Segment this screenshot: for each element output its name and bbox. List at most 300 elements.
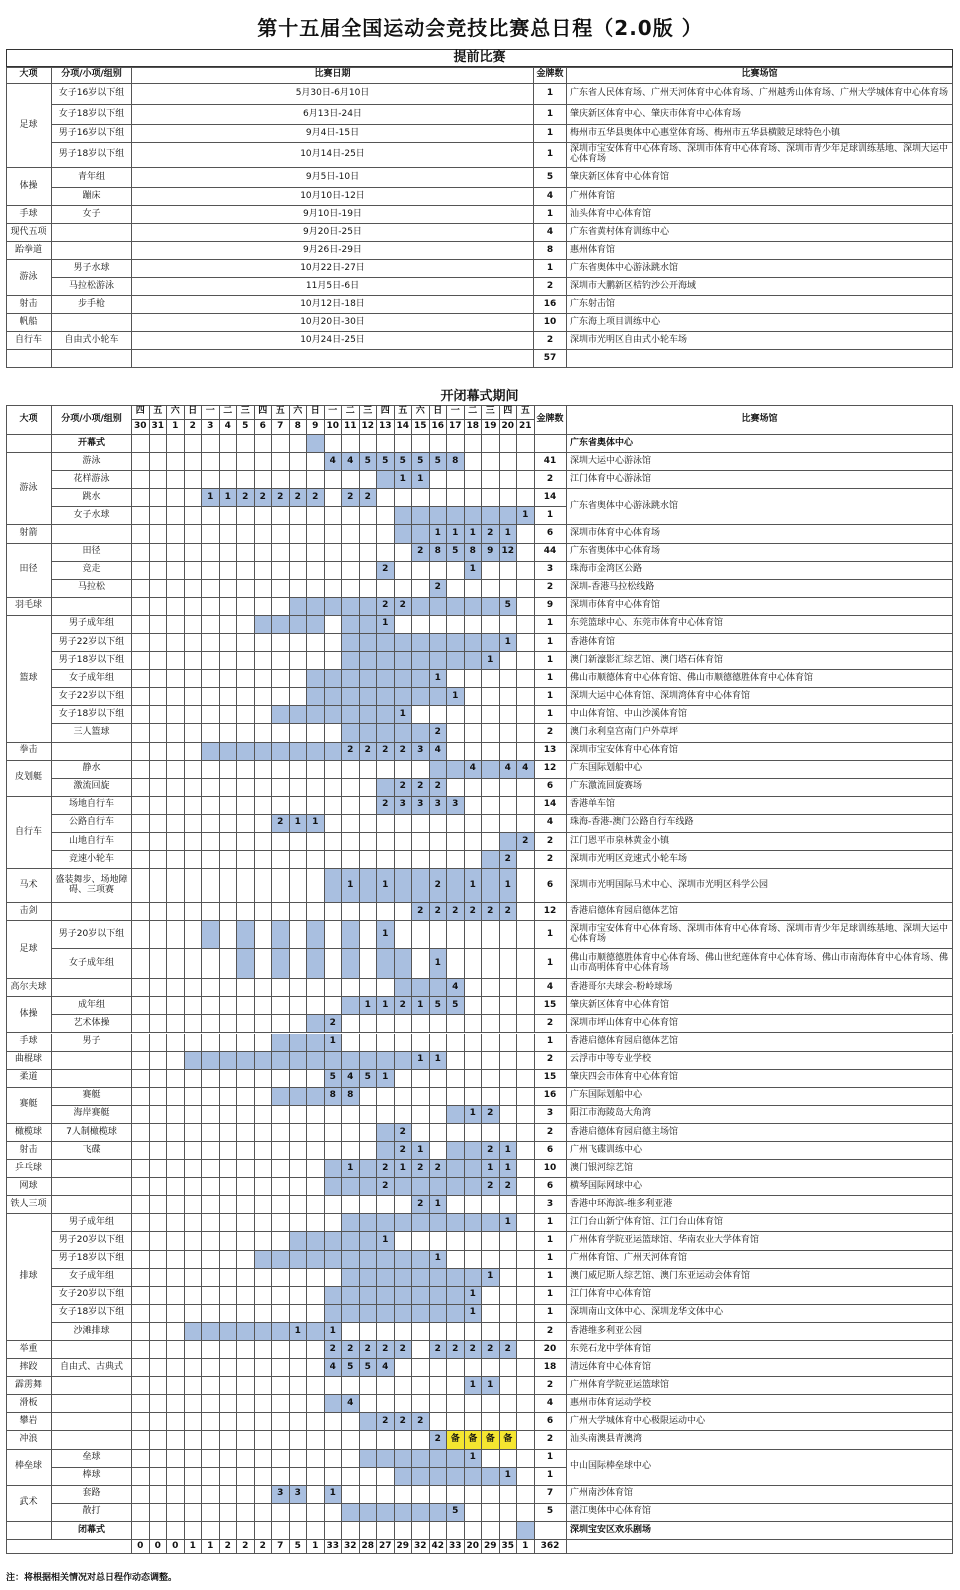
table2-venue-cell: 江门体育中心游泳馆 (567, 471, 953, 489)
schedule-cell (395, 1486, 413, 1504)
schedule-cell (517, 598, 535, 616)
table2-event-cell: 竞走 (52, 562, 132, 580)
schedule-cell (517, 979, 535, 997)
competition-day-cell (395, 1504, 413, 1522)
competition-day-cell (360, 652, 378, 670)
schedule-cell (465, 949, 483, 979)
schedule-cell (395, 1359, 413, 1377)
schedule-cell (482, 1070, 500, 1088)
schedule-cell (325, 903, 343, 921)
medal-day-cell: 5 (325, 1070, 343, 1088)
table2-sport-cell: 田径 (6, 544, 52, 598)
table2-venue-cell: 肇庆新区体育中心体育馆 (567, 997, 953, 1015)
medal-day-cell: 2 (377, 1160, 395, 1178)
schedule-cell (342, 580, 360, 598)
schedule-cell (325, 489, 343, 507)
schedule-cell (185, 1305, 203, 1323)
schedule-cell (360, 1377, 378, 1395)
competition-day-cell (360, 1269, 378, 1287)
medal-day-cell: 4 (325, 1359, 343, 1377)
table1-title: 提前比赛 (6, 49, 953, 67)
schedule-cell (307, 997, 325, 1015)
medal-day-cell: 2 (377, 1341, 395, 1359)
schedule-cell (237, 1034, 255, 1052)
schedule-cell (430, 1359, 448, 1377)
table2-venue-cell: 深圳-香港马拉松线路 (567, 580, 953, 598)
totals-label-cell (6, 1540, 132, 1554)
schedule-cell (150, 562, 168, 580)
schedule-cell (307, 1269, 325, 1287)
schedule-cell (412, 1015, 430, 1033)
schedule-cell (360, 471, 378, 489)
schedule-cell (255, 1341, 273, 1359)
schedule-cell (447, 1359, 465, 1377)
schedule-cell (307, 1287, 325, 1305)
competition-day-cell (412, 652, 430, 670)
schedule-cell (500, 1450, 518, 1468)
medal-day-cell: 1 (377, 1232, 395, 1250)
schedule-cell (290, 761, 308, 779)
table2-event-cell (52, 525, 132, 543)
schedule-cell (185, 761, 203, 779)
schedule-cell (517, 1251, 535, 1269)
schedule-cell (150, 670, 168, 688)
schedule-cell (220, 1377, 238, 1395)
table2-sport-cell: 马术 (6, 869, 52, 903)
competition-day-cell (395, 869, 413, 903)
schedule-cell (517, 1178, 535, 1196)
schedule-cell (185, 921, 203, 949)
schedule-cell (360, 1395, 378, 1413)
table1-event-cell: 女子16岁以下组 (52, 84, 132, 105)
schedule-cell (377, 1034, 395, 1052)
table2-event-cell (52, 1377, 132, 1395)
table2-venue-cell: 香港体育馆 (567, 634, 953, 652)
schedule-cell (202, 903, 220, 921)
schedule-cell (307, 1178, 325, 1196)
medal-day-cell: 3 (412, 797, 430, 815)
schedule-cell (290, 724, 308, 742)
schedule-cell (307, 1395, 325, 1413)
table2-sport-cell: 曲棍球 (6, 1052, 52, 1070)
competition-day-cell (272, 1034, 290, 1052)
medal-day-cell: 1 (465, 562, 483, 580)
schedule-cell (255, 1305, 273, 1323)
table2-medals-cell: 1 (534, 921, 567, 949)
schedule-cell (272, 1178, 290, 1196)
date-header: 20 (500, 420, 518, 435)
table1-event-cell: 男子18岁以下组 (52, 143, 132, 168)
schedule-cell (377, 1196, 395, 1214)
table2-event-cell: 公路自行车 (52, 815, 132, 833)
schedule-cell (237, 761, 255, 779)
schedule-cell (167, 1413, 185, 1431)
schedule-cell (482, 833, 500, 851)
schedule-cell (272, 670, 290, 688)
competition-day-cell (325, 1178, 343, 1196)
date-header: 10 (325, 420, 343, 435)
table1-medals-cell: 1 (534, 260, 567, 278)
schedule-cell (360, 1522, 378, 1540)
schedule-cell (482, 779, 500, 797)
competition-day-cell (202, 1052, 220, 1070)
medal-day-cell: 8 (465, 544, 483, 562)
schedule-cell (220, 779, 238, 797)
schedule-cell (517, 724, 535, 742)
schedule-cell (167, 1106, 185, 1124)
schedule-cell (517, 921, 535, 949)
medal-day-cell: 2 (360, 489, 378, 507)
competition-day-cell (342, 688, 360, 706)
date-header: 8 (290, 420, 308, 435)
table2-event-cell: 女子水球 (52, 507, 132, 525)
schedule-cell (500, 1251, 518, 1269)
competition-day-cell (412, 869, 430, 903)
schedule-cell (482, 670, 500, 688)
schedule-cell (150, 1504, 168, 1522)
medal-day-cell: 1 (377, 997, 395, 1015)
competition-day-cell (360, 724, 378, 742)
schedule-cell (150, 489, 168, 507)
schedule-cell (447, 489, 465, 507)
table2-venue-cell: 深圳市光明国际马术中心、深圳市光明区科学公园 (567, 869, 953, 903)
schedule-cell (290, 1431, 308, 1449)
competition-day-cell (307, 921, 325, 949)
schedule-cell (500, 670, 518, 688)
table2-event-cell: 田径 (52, 544, 132, 562)
schedule-cell (412, 1431, 430, 1449)
schedule-cell (220, 453, 238, 471)
schedule-cell (517, 652, 535, 670)
table2-sport-cell: 羽毛球 (6, 598, 52, 616)
medal-day-cell: 1 (360, 997, 378, 1015)
competition-day-cell (307, 1088, 325, 1106)
schedule-cell (465, 471, 483, 489)
medal-day-cell: 1 (482, 1160, 500, 1178)
schedule-cell (202, 1160, 220, 1178)
medal-day-cell: 2 (395, 598, 413, 616)
date-header: 16 (430, 420, 448, 435)
schedule-cell (150, 761, 168, 779)
schedule-cell (237, 1269, 255, 1287)
schedule-cell (220, 1413, 238, 1431)
weekday-header: 六 (167, 405, 185, 420)
schedule-cell (132, 979, 150, 997)
schedule-cell (237, 1124, 255, 1142)
medal-day-cell: 2 (412, 1160, 430, 1178)
schedule-cell (272, 1522, 290, 1540)
schedule-cell (167, 1178, 185, 1196)
schedule-cell (342, 779, 360, 797)
daily-total-cell: 29 (482, 1540, 500, 1554)
schedule-cell (237, 1504, 255, 1522)
table2-medals-cell: 1 (534, 1450, 567, 1468)
daily-total-cell: 27 (377, 1540, 395, 1554)
table2-event-cell: 女子18岁以下组 (52, 1305, 132, 1323)
competition-day-cell (482, 634, 500, 652)
schedule-cell (202, 1070, 220, 1088)
competition-day-cell (185, 1052, 203, 1070)
schedule-cell (255, 706, 273, 724)
schedule-cell (517, 1504, 535, 1522)
schedule-cell (307, 580, 325, 598)
table2-venue-cell: 江门体育中心体育馆 (567, 1287, 953, 1305)
schedule-cell (150, 1468, 168, 1486)
schedule-cell (202, 1413, 220, 1431)
schedule-cell (482, 949, 500, 979)
schedule-cell (185, 779, 203, 797)
table2-venue-cell: 中山体育馆、中山沙溪体育馆 (567, 706, 953, 724)
schedule-cell (185, 1359, 203, 1377)
schedule-cell (325, 797, 343, 815)
weekday-header: 一 (202, 405, 220, 420)
schedule-cell (220, 1504, 238, 1522)
competition-day-cell (325, 706, 343, 724)
schedule-cell (185, 652, 203, 670)
table1-date-cell: 6月13日-24日 (132, 105, 534, 125)
competition-day-cell (325, 1052, 343, 1070)
schedule-cell (517, 949, 535, 979)
table2-venue-cell: 横琴国际网球中心 (567, 1178, 953, 1196)
schedule-cell (412, 1522, 430, 1540)
schedule-cell (430, 471, 448, 489)
table2-header-medals: 金牌数 (534, 405, 567, 435)
schedule-cell (255, 1395, 273, 1413)
schedule-cell (290, 435, 308, 453)
table2-venue-cell: 香港单车馆 (567, 797, 953, 815)
table1-header-date: 比赛日期 (132, 67, 534, 84)
table2-sport-cell (6, 1522, 52, 1540)
schedule-cell (150, 1341, 168, 1359)
schedule-cell (220, 1468, 238, 1486)
schedule-cell (220, 435, 238, 453)
competition-day-cell (447, 1287, 465, 1305)
schedule-cell (255, 833, 273, 851)
schedule-cell (132, 580, 150, 598)
schedule-cell (272, 797, 290, 815)
schedule-cell (150, 1450, 168, 1468)
competition-day-cell (307, 706, 325, 724)
table2-medals-cell: 2 (534, 1323, 567, 1341)
competition-day-cell (360, 634, 378, 652)
table2-medals-cell: 1 (534, 507, 567, 525)
schedule-cell (500, 1323, 518, 1341)
schedule-cell (342, 1015, 360, 1033)
schedule-cell (167, 833, 185, 851)
schedule-cell (255, 1178, 273, 1196)
competition-day-cell (290, 1251, 308, 1269)
schedule-cell (255, 903, 273, 921)
schedule-cell (465, 1232, 483, 1250)
weekday-header: 五 (395, 405, 413, 420)
schedule-cell (255, 1377, 273, 1395)
table2-header-event: 分项/小项/组别 (52, 405, 132, 435)
competition-day-cell (465, 1468, 483, 1486)
medal-day-cell: 2 (342, 489, 360, 507)
schedule-cell (220, 1359, 238, 1377)
competition-day-cell (377, 1052, 395, 1070)
table2-event-cell: 男子成年组 (52, 1214, 132, 1232)
table1-venue-cell (567, 350, 953, 368)
competition-day-cell (272, 1251, 290, 1269)
daily-total-cell: 32 (342, 1540, 360, 1554)
schedule-cell (167, 1251, 185, 1269)
schedule-cell (290, 1522, 308, 1540)
table2-event-cell: 棒球 (52, 1468, 132, 1486)
schedule-cell (325, 525, 343, 543)
schedule-cell (465, 851, 483, 869)
schedule-cell (237, 1377, 255, 1395)
table1-sport-cell: 自行车 (6, 332, 52, 350)
competition-day-cell (342, 670, 360, 688)
schedule-cell (255, 1196, 273, 1214)
schedule-cell (307, 851, 325, 869)
schedule-cell (255, 507, 273, 525)
schedule-cell (307, 1431, 325, 1449)
table2-venue-cell: 广东激流回旋赛场 (567, 779, 953, 797)
competition-day-cell (447, 1160, 465, 1178)
schedule-cell (272, 761, 290, 779)
competition-day-cell (412, 1450, 430, 1468)
schedule-cell (430, 1124, 448, 1142)
table2-sport-cell: 网球 (6, 1178, 52, 1196)
schedule-cell (150, 507, 168, 525)
schedule-cell (220, 979, 238, 997)
medal-day-cell: 2 (500, 1341, 518, 1359)
schedule-cell (202, 979, 220, 997)
competition-day-cell (465, 1178, 483, 1196)
schedule-cell (202, 1015, 220, 1033)
schedule-cell (307, 1160, 325, 1178)
competition-day-cell (360, 1214, 378, 1232)
table2-venue-cell: 中山国际棒垒球中心 (567, 1450, 953, 1486)
schedule-cell (167, 1142, 185, 1160)
schedule-cell (290, 1178, 308, 1196)
schedule-cell (430, 1323, 448, 1341)
schedule-cell (465, 1486, 483, 1504)
medal-day-cell: 9 (482, 544, 500, 562)
competition-day-cell (272, 743, 290, 761)
table2-venue-cell: 香港启德体育园启德体艺馆 (567, 1034, 953, 1052)
schedule-cell (482, 580, 500, 598)
table2-event-cell: 散打 (52, 1504, 132, 1522)
schedule-cell (412, 706, 430, 724)
schedule-cell (150, 1015, 168, 1033)
table1-medals-cell: 57 (534, 350, 567, 368)
schedule-cell (482, 1395, 500, 1413)
schedule-cell (202, 1142, 220, 1160)
schedule-cell (517, 1088, 535, 1106)
schedule-cell (167, 562, 185, 580)
table2-medals-cell: 2 (534, 1124, 567, 1142)
competition-day-cell (447, 1450, 465, 1468)
table2-medals-cell: 2 (534, 1015, 567, 1033)
table1-event-cell: 青年组 (52, 168, 132, 188)
schedule-cell (202, 761, 220, 779)
table2-medals-cell: 1 (534, 1468, 567, 1486)
table1-date-cell: 5月30日-6月10日 (132, 84, 534, 105)
schedule-cell (255, 1160, 273, 1178)
competition-day-cell (360, 869, 378, 903)
competition-day-cell (360, 598, 378, 616)
schedule-cell (465, 1504, 483, 1522)
schedule-cell (412, 1486, 430, 1504)
schedule-cell (342, 1142, 360, 1160)
schedule-cell (220, 544, 238, 562)
schedule-cell (220, 580, 238, 598)
schedule-cell (185, 1088, 203, 1106)
schedule-cell (185, 1341, 203, 1359)
reserve-day-cell: 备 (500, 1431, 518, 1449)
competition-day-cell (290, 616, 308, 634)
medal-day-cell: 1 (500, 634, 518, 652)
competition-day-cell (307, 1015, 325, 1033)
schedule-cell (132, 1359, 150, 1377)
schedule-cell (412, 1034, 430, 1052)
schedule-cell (167, 743, 185, 761)
schedule-cell (482, 1196, 500, 1214)
schedule-cell (202, 453, 220, 471)
table2-event-cell: 静水 (52, 761, 132, 779)
schedule-cell (220, 1160, 238, 1178)
schedule-cell (272, 1269, 290, 1287)
weekday-header: 二 (342, 405, 360, 420)
schedule-cell (150, 979, 168, 997)
schedule-cell (500, 489, 518, 507)
table1-date-cell: 11月5日-6日 (132, 278, 534, 296)
competition-day-cell (500, 833, 518, 851)
schedule-cell (465, 1052, 483, 1070)
schedule-cell (465, 1323, 483, 1341)
table2-medals-cell: 2 (534, 1431, 567, 1449)
schedule-cell (325, 634, 343, 652)
competition-day-cell (342, 997, 360, 1015)
table2-event-cell: 自由式、古典式 (52, 1359, 132, 1377)
reserve-day-cell: 备 (482, 1431, 500, 1449)
schedule-cell (447, 1486, 465, 1504)
table2-medals-cell: 1 (534, 949, 567, 979)
schedule-cell (307, 1070, 325, 1088)
table1-medals-cell: 2 (534, 278, 567, 296)
table2-sport-cell: 武术 (6, 1486, 52, 1522)
schedule-cell (517, 1431, 535, 1449)
schedule-cell (307, 1214, 325, 1232)
schedule-cell (132, 1124, 150, 1142)
schedule-cell (307, 634, 325, 652)
schedule-cell (412, 1341, 430, 1359)
competition-day-cell (465, 507, 483, 525)
schedule-cell (132, 1450, 150, 1468)
table1-venue-cell: 广东省黄村体育训练中心 (567, 224, 953, 242)
schedule-cell (430, 1522, 448, 1540)
competition-day-cell (255, 1323, 273, 1341)
schedule-cell (377, 761, 395, 779)
date-header: 21 (517, 420, 535, 435)
schedule-cell (325, 815, 343, 833)
schedule-cell (167, 1468, 185, 1486)
table2-event-cell: 竞速小轮车 (52, 851, 132, 869)
schedule-cell (430, 489, 448, 507)
schedule-cell (290, 580, 308, 598)
schedule-cell (220, 815, 238, 833)
table2-sport-cell: 赛艇 (6, 1088, 52, 1124)
schedule-cell (220, 997, 238, 1015)
table1-medals-cell: 8 (534, 242, 567, 260)
schedule-cell (342, 1468, 360, 1486)
schedule-cell (255, 1486, 273, 1504)
schedule-cell (150, 706, 168, 724)
schedule-cell (360, 903, 378, 921)
